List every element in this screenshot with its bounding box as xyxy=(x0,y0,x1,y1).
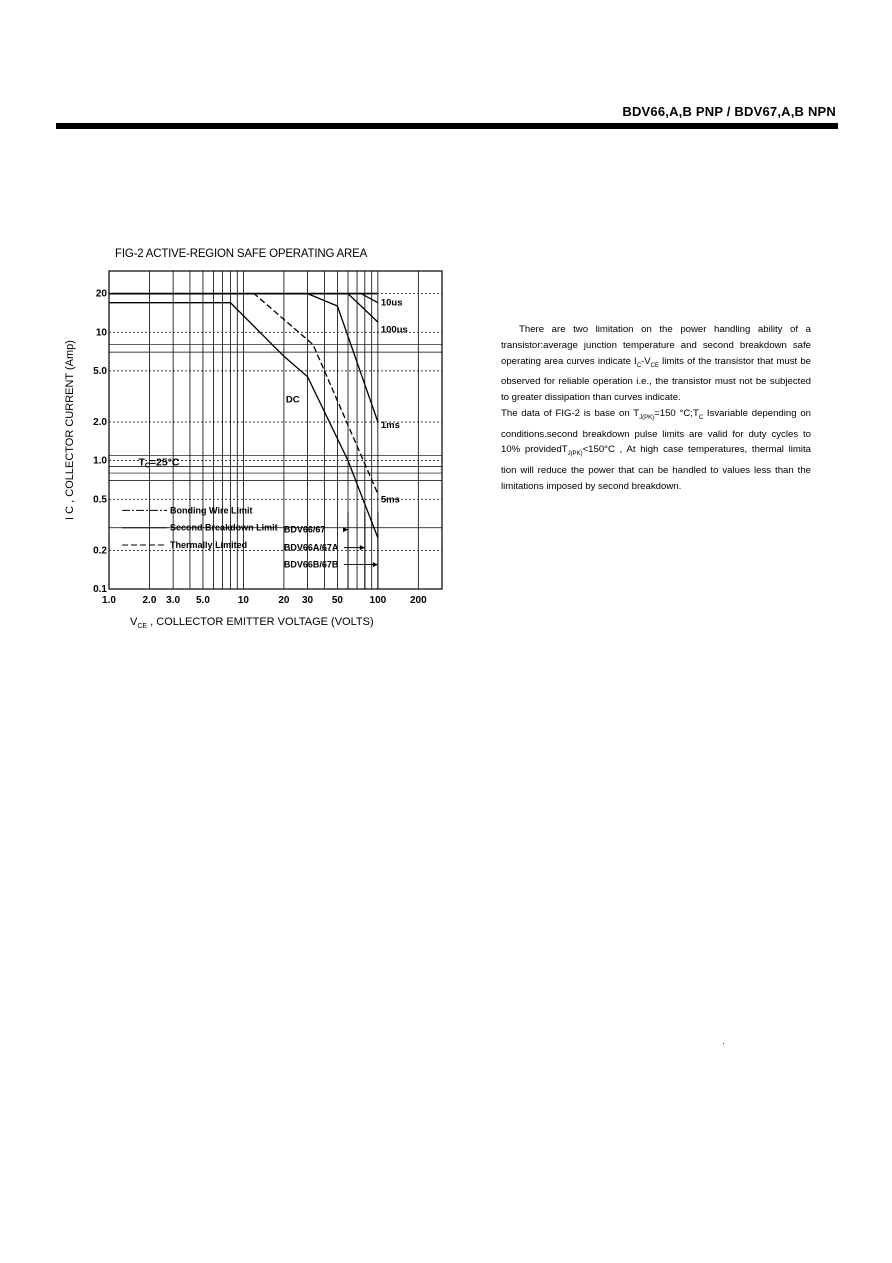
y-axis-label: I C , COLLECTOR CURRENT (Amp) xyxy=(64,340,76,520)
device-limit-label: BDV66A/67A xyxy=(283,542,339,553)
x-tick-label: 1.0 xyxy=(102,595,116,606)
device-limit-arrowhead xyxy=(373,562,378,567)
x-tick-label: 50 xyxy=(331,595,343,606)
legend-label: Second Breakdown Limit xyxy=(170,522,278,533)
x-tick-label: 10 xyxy=(237,595,249,606)
y-tick-label: 5.0 xyxy=(93,365,107,377)
safe-operating-area-chart xyxy=(60,262,450,612)
x-tick-label: 2.0 xyxy=(142,595,157,606)
y-tick-label: 0.2 xyxy=(93,545,107,557)
curve-label: 10us xyxy=(380,297,403,309)
x-tick-label: 30 xyxy=(302,595,314,606)
device-limit-label: BDV66B/67B xyxy=(283,559,339,570)
device-limit-label: BDV66/67 xyxy=(283,524,326,535)
legend-label: Thermally Limited xyxy=(170,540,248,551)
x-tick-label: 20 xyxy=(278,595,290,606)
x-axis-label: $V_{CE}$ , COLLECTOR EMITTER VOLTAGE (VOLTS) xyxy=(130,616,374,631)
header-rule xyxy=(56,123,838,129)
x-tick-label: 100 xyxy=(369,595,387,606)
curve-label: 5ms xyxy=(380,494,400,506)
x-tick-label: 3.0 xyxy=(166,595,181,606)
y-tick-label: 20 xyxy=(95,288,107,300)
description-paragraph-1: There are two limitation on the power handling ability of a transistor:average junction temperature and second breakdown safe operating area curves indicate $I_C-V_{CE}$ limits of the transistor that must be observed for reliable operation i.e., the transistor must not be subjected to greater dissipation than curves indicate. xyxy=(501,324,812,404)
page-header-title: BDV66,A,B PNP / BDV67,A,B NPN xyxy=(622,104,836,119)
y-tick-label: 0.1 xyxy=(93,584,107,595)
description-text xyxy=(501,322,811,495)
y-tick-label: 10 xyxy=(95,327,107,339)
y-tick-label: 0.5 xyxy=(93,494,107,506)
device-limit-arrowhead xyxy=(360,545,365,550)
y-tick-label: 2.0 xyxy=(93,416,107,428)
legend-label: Bonding Wire Limit xyxy=(170,505,253,516)
curve-label: DC xyxy=(285,394,300,406)
curve-label: 100us xyxy=(380,324,408,336)
y-tick-label: 1.0 xyxy=(93,455,107,467)
tc-label: TC=25°C xyxy=(138,456,180,470)
description-paragraph-2: The data of FIG-2 is base on $T_{J(PK)}=150$ $^\circ C;T_C$ Isvariable depending on conditions.second breakdown pulse limits are valid for duty cycles to 10% providedT$_{J(PK)}$<150°C , At high case temperatures, thermal limita tion will reduce the power that can be handled to values less than the limitations imposed by second breakdown. xyxy=(501,407,811,492)
x-tick-label: 5.0 xyxy=(196,595,210,606)
curve-label: 1ms xyxy=(380,419,400,431)
x-tick-label: 200 xyxy=(409,595,427,606)
stray-mark xyxy=(723,1043,724,1044)
figure-title: FIG-2 ACTIVE-REGION SAFE OPERATING AREA xyxy=(115,248,368,260)
